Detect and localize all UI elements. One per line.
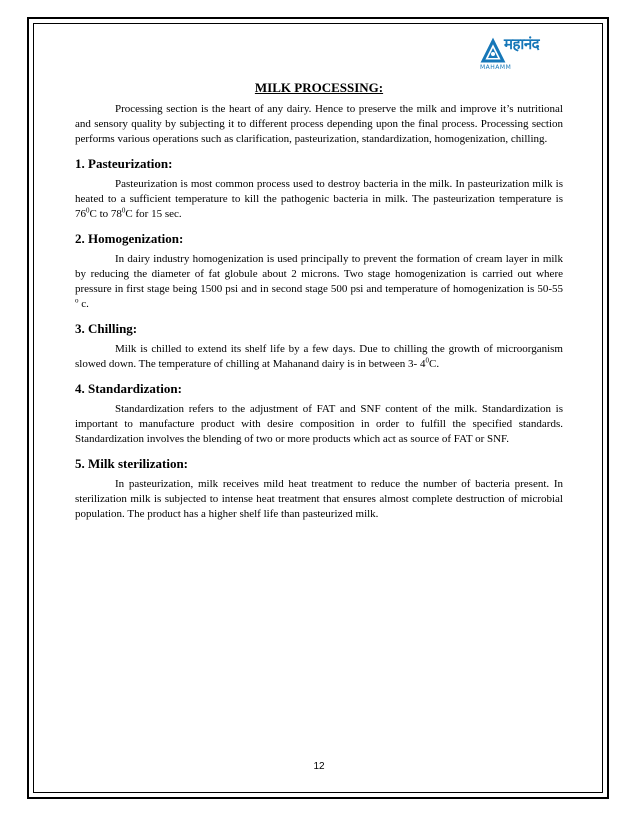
- document-body: [75, 80, 563, 522]
- page-number: 12: [313, 761, 325, 772]
- page-title: MILK PROCESSING:: [254, 80, 384, 95]
- intro-paragraph: Processing section is the heart of any dairy. Hence to preserve the milk and improve it’s nutritional and sensory quality by subjecting it to different process depending upon the final process. Processing section performs various operations such as clarification, pasteurization, standardization, homogenization, chilling.: [75, 103, 563, 145]
- section-heading-homogenization: 2. Homogenization:: [75, 231, 184, 246]
- section-heading-standardization: 4. Standardization:: [75, 381, 182, 396]
- section-text-standardization: Standardization refers to the adjustment of FAT and SNF content of the milk. Standardization is important to manufacture product with desire composition in order to fulfill the specified standards. Standardization involves the blending of two or more products which act as source of FAT or SNF.: [75, 403, 563, 445]
- section-heading-pasteurization: 1. Pasteurization:: [75, 156, 173, 171]
- section-text-homogenization: In dairy industry homogenization is used principally to prevent the formation of cream layer in milk by reducing the diameter of fat globule about 2 microns. Two stage homogenization is carried out where pressure in first stage being 1500 psi and in second stage 500 psi and temperature of homogenization is 50-55 $^o$ c.: [75, 253, 563, 310]
- section-heading-milk-sterilization: 5. Milk sterilization:: [75, 456, 189, 471]
- section-text-chilling: Milk is chilled to extend its shelf life by a few days. Due to chilling the growth of microorganism slowed down. The temperature of chilling at Mahanand dairy is in between 3- $4^0C$.: [75, 343, 563, 370]
- section-text-milk-sterilization: In pasteurization, milk receives mild heat treatment to reduce the number of bacteria present. In sterilization milk is subjected to intense heat treatment that ensures almost complete destruction of microbial population. The product has a higher shelf life than pasteurized milk.: [75, 478, 563, 520]
- logo-brand-text: महानंद: [504, 35, 540, 53]
- section-heading-chilling: 3. Chilling:: [75, 321, 138, 336]
- logo-sub-text: MAHAMM: [480, 64, 512, 71]
- section-text-pasteurization: Pasteurization is most common process used to destroy bacteria in the milk. In pasteurization milk is heated to a sufficient temperature to kill the pathogenic bacteria in milk. The pasteurization temperature is $76^0C$ to $78^0C$ for 15 sec.: [75, 178, 563, 220]
